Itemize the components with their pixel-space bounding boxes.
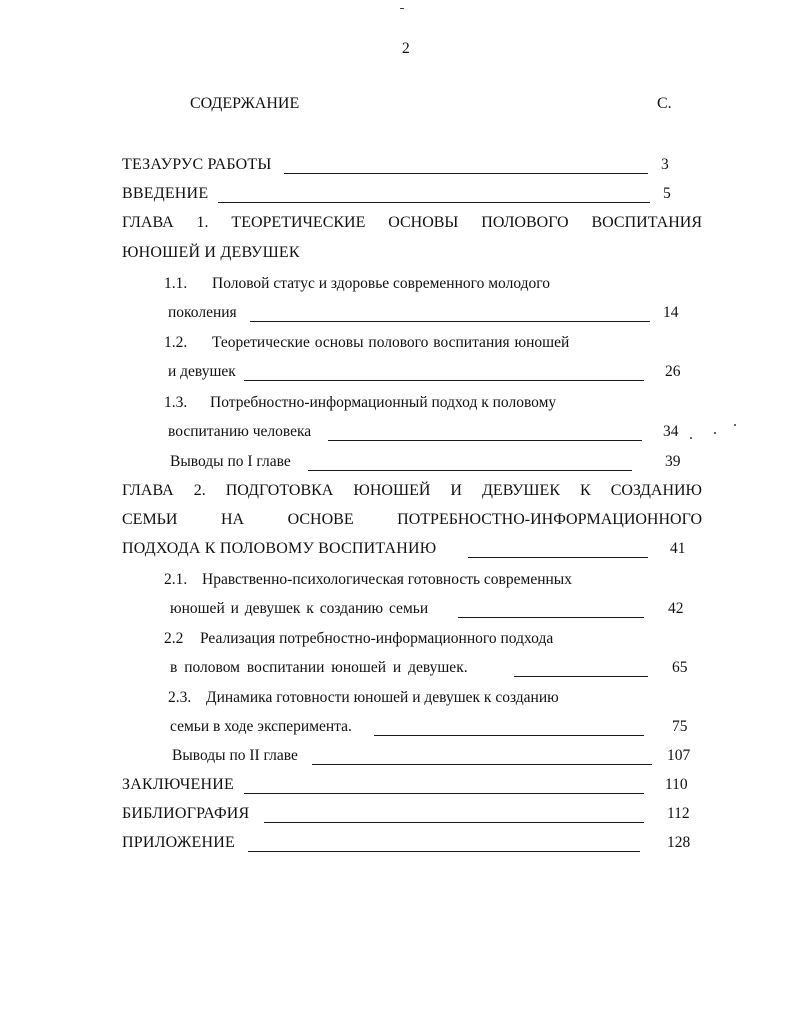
leader-line [308,470,632,471]
toc-entry-page: 112 [667,805,690,822]
section-number: 2.2 [164,630,184,647]
leader-line [312,764,652,765]
scan-speck [714,432,716,434]
toc-entry-label: БИБЛИОГРАФИЯ [122,805,250,822]
section-title-line1: Динамика готовности юношей и девушек к созданию [206,689,559,706]
toc-entry-page: 110 [665,776,688,793]
leader-line [218,202,650,203]
toc-entry-label: Выводы по II главе [172,747,298,764]
section-title-line2: воспитанию человека [168,423,312,440]
toc-entry-page: 75 [672,718,688,735]
toc-entry-page: 34 [663,423,679,440]
leader-line [284,173,648,174]
toc-entry-label: Выводы по I главе [170,453,291,470]
toc-entry-label: ЗАКЛЮЧЕНИЕ [122,776,234,793]
page-number: 2 [402,40,410,57]
section-number: 1.3. [164,394,188,411]
toc-entry-label: ВВЕДЕНИЕ [122,185,209,202]
toc-entry-page: 65 [672,659,688,676]
leader-line [248,851,640,852]
scan-speck [400,8,404,9]
section-number: 1.2. [164,334,188,351]
section-title-line2: и девушек [168,363,236,380]
section-title-line1: Теоретические основы полового воспитания юношей [212,334,570,351]
section-title-line1: Реализация потребностно-информационного подхода [200,630,554,647]
chapter-2-title-line1: ГЛАВА 2. ПОДГОТОВКА ЮНОШЕЙ И ДЕВУШЕК К СОЗДАНИЮ [122,482,702,499]
section-title-line1: Половой статус и здоровье современного молодого [212,275,550,292]
chapter-2-title-line3: ПОДХОДА К ПОЛОВОМУ ВОСПИТАНИЮ [122,540,437,557]
toc-entry-page: 107 [667,747,691,764]
leader-line [244,793,644,794]
section-title-line2: поколения [168,304,237,321]
toc-entry-page: 42 [668,600,684,617]
toc-entry-page: 14 [663,304,679,321]
section-title-line1: Нравственно-психологическая готовность современных [202,571,572,588]
section-title-line2: юношей и девушек к созданию семьи [170,600,429,617]
chapter-1-title-line2: ЮНОШЕЙ И ДЕВУШЕК [122,244,300,261]
toc-title: СОДЕРЖАНИЕ [190,95,300,112]
leader-line [328,440,642,441]
leader-line [514,676,648,677]
section-number: 2.1. [164,571,188,588]
section-title-line2: в половом воспитании юношей и девушек. [170,659,468,676]
section-number: 2.3. [168,689,192,706]
scan-speck [690,437,692,439]
leader-line [374,735,644,736]
scan-speck [734,424,736,426]
toc-entry-page: 26 [665,363,681,380]
chapter-1-title-line1: ГЛАВА 1. ТЕОРЕТИЧЕСКИЕ ОСНОВЫ ПОЛОВОГО ВОСПИТАНИЯ [122,214,702,231]
leader-line [458,617,644,618]
toc-entry-page: 5 [663,185,671,202]
toc-entry-page: 41 [670,540,686,557]
section-title-line2: семьи в ходе эксперимента. [170,718,352,735]
toc-entry-page: 128 [667,834,691,851]
leader-line [244,380,644,381]
leader-line [250,321,650,322]
toc-page-column-label: С. [657,95,672,112]
toc-entry-page: 39 [665,453,681,470]
toc-entry-label: ТЕЗАУРУС РАБОТЫ [122,156,272,173]
toc-entry-page: 3 [661,156,669,173]
chapter-2-title-line2: СЕМЬИ НА ОСНОВЕ ПОТРЕБНОСТНО-ИНФОРМАЦИОННОГО [122,511,702,528]
section-title-line1: Потребностно-информационный подход к половому [210,394,557,411]
toc-entry-label: ПРИЛОЖЕНИЕ [122,834,236,851]
leader-line [468,557,648,558]
section-number: 1.1. [164,275,188,292]
leader-line [264,822,644,823]
